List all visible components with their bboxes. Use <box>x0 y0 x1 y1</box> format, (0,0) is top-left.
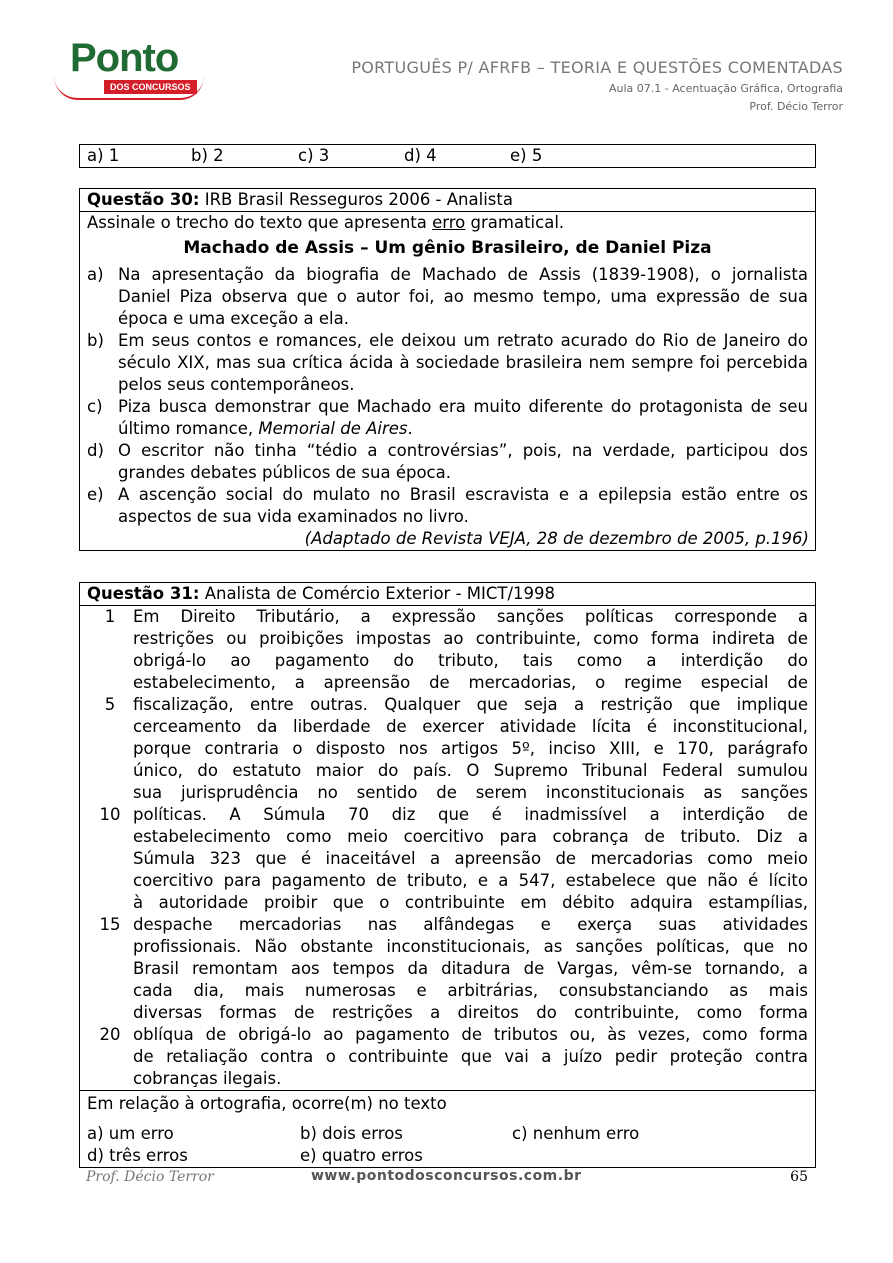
question-31-options-row2 <box>80 1145 815 1167</box>
text-line <box>80 848 815 870</box>
text-line <box>80 826 815 848</box>
text-line <box>80 1046 815 1068</box>
text-line <box>80 870 815 892</box>
header-title: PORTUGUÊS P/ AFRFB – TEORIA E QUESTÕES COMENTADAS <box>351 58 843 77</box>
text-line <box>80 716 815 738</box>
q30-item-e: e) A ascenção social do mulato no Brasil escravista e a epilepsia estão entre os aspectos de sua vida examinados no livro. <box>87 485 808 526</box>
line-text: restrições ou proibições impostas ao contribuinte, como forma indireta de <box>133 629 808 648</box>
previous-options-box <box>79 144 816 168</box>
line-text: diversas formas de restrições a direitos do contribuinte, como forma <box>133 1003 808 1022</box>
question-31-options <box>80 1123 815 1145</box>
header-professor: Prof. Décio Terror <box>749 100 843 113</box>
line-number <box>87 870 133 892</box>
logo-text: Ponto <box>70 36 179 80</box>
q31-option-b: b) dois erros <box>300 1124 403 1143</box>
text-line <box>80 914 815 936</box>
line-number: 5 <box>104 695 116 714</box>
text-line <box>80 980 815 1002</box>
line-number <box>87 738 133 760</box>
text-line <box>80 1002 815 1024</box>
underlined-word: erro <box>432 213 466 232</box>
q31-option-c: c) nenhum erro <box>512 1124 640 1143</box>
line-text: Súmula 323 que é inaceitável a apreensão de mercadorias como meio <box>133 849 808 868</box>
text-line <box>80 782 815 804</box>
line-text: estabelecimento, a apreensão de mercadorias, o regime especial de <box>133 673 808 692</box>
line-number <box>87 848 133 870</box>
line-number <box>87 1046 133 1068</box>
text-line <box>80 738 815 760</box>
question-30-source: IRB Brasil Resseguros 2006 - Analista <box>199 190 513 209</box>
text-line <box>80 760 815 782</box>
line-text: fiscalização, entre outras. Qualquer que seja a restrição que implique <box>133 695 808 714</box>
line-number <box>87 980 133 1002</box>
line-number <box>87 650 133 672</box>
line-number <box>87 628 133 650</box>
line-number: 10 <box>99 805 121 824</box>
option-c: c) 3 <box>298 146 330 165</box>
text-line <box>80 650 815 672</box>
q30-reference: (Adaptado de Revista VEJA, 28 de dezembro de 2005, p.196) <box>304 529 809 548</box>
text-line <box>80 694 815 716</box>
line-text: Brasil remontam aos tempos da ditadura de Vargas, vêm-se tornando, a <box>133 959 808 978</box>
question-31-text <box>80 606 815 1091</box>
line-text: único, do estatuto maior do país. O Supremo Tribunal Federal sumulou <box>133 761 808 780</box>
logo <box>54 36 214 100</box>
line-text: obrigá-lo ao pagamento do tributo, tais como a interdição do <box>133 651 808 670</box>
line-number: 1 <box>104 607 116 626</box>
line-number <box>87 716 133 738</box>
option-e: e) 5 <box>510 146 543 165</box>
logo-subtitle: DOS CONCURSOS <box>104 80 197 94</box>
line-number <box>87 892 133 914</box>
line-number <box>87 826 133 848</box>
q31-option-a: a) um erro <box>87 1124 174 1143</box>
line-text: à autoridade proibir que o contribuinte em débito adquira estampílias, <box>133 893 808 912</box>
line-number <box>87 936 133 958</box>
text-line <box>80 606 815 628</box>
line-text: políticas. A Súmula 70 diz que é inadmissível a interdição de <box>133 805 808 824</box>
q30-item-d: d) O escritor não tinha “tédio a controvérsias”, pois, na verdade, participou dos grandes debates públicos de sua época. <box>87 441 808 482</box>
text-line <box>80 1024 815 1046</box>
q30-item-b: b) Em seus contos e romances, ele deixou um retrato acurado do Rio de Janeiro do século XIX, mas sua crítica ácida à sociedade brasileira nem sempre foi percebida pelos seus contemporâneos. <box>87 331 808 394</box>
line-text: coercitivo para pagamento de tributo, e a 547, estabelece que não é lícito <box>133 871 808 890</box>
line-text: cerceamento da liberdade de exercer atividade lícita é inconstitucional, <box>133 717 808 736</box>
question-30-box <box>79 188 816 551</box>
option-d: d) 4 <box>404 146 437 165</box>
text-line <box>80 672 815 694</box>
line-text: profissionais. Não obstante inconstitucionais, as sanções políticas, que no <box>133 937 808 956</box>
footer-author: Prof. Décio Terror <box>86 1169 214 1185</box>
option-b: b) 2 <box>191 146 224 165</box>
text-line <box>80 804 815 826</box>
q30-item-c: c) Piza busca demonstrar que Machado era muito diferente do protagonista de seu último romance, Memorial de Aires. <box>87 397 808 438</box>
line-number <box>87 1002 133 1024</box>
line-text: Em Direito Tributário, a expressão sanções políticas corresponde a <box>133 607 808 626</box>
text-line <box>80 1068 815 1090</box>
line-text: de retaliação contra o contribuinte que vai a juízo pedir proteção contra <box>133 1047 808 1066</box>
footer-url[interactable]: www.pontodosconcursos.com.br <box>311 1168 582 1184</box>
line-number <box>87 782 133 804</box>
line-text: despache mercadorias nas alfândegas e exerça suas atividades <box>133 915 808 934</box>
q30-item-a: a) Na apresentação da biografia de Machado de Assis (1839-1908), o jornalista Daniel Piza observa que o autor foi, ao mesmo tempo, uma expressão de sua época e uma exceção a ela. <box>87 265 808 328</box>
line-text: cada dia, mais numerosas e arbitrárias, consubstanciando as mais <box>133 981 808 1000</box>
q31-option-e: e) quatro erros <box>300 1146 423 1165</box>
question-31-source: Analista de Comércio Exterior - MICT/1998 <box>199 584 556 603</box>
line-text: oblíqua de obrigá-lo ao pagamento de tributos ou, às vezes, como forma <box>133 1025 808 1044</box>
line-text: porque contraria o disposto nos artigos 5º, inciso XIII, e 170, parágrafo <box>133 739 808 758</box>
text-line <box>80 628 815 650</box>
line-number <box>87 760 133 782</box>
line-text: sua jurisprudência no sentido de serem inconstitucionais as sanções <box>133 783 808 802</box>
q31-option-d: d) três erros <box>87 1146 188 1165</box>
question-31-box <box>79 582 816 1168</box>
line-text: cobranças ilegais. <box>133 1069 282 1088</box>
page-number: 65 <box>790 1169 808 1185</box>
text-line <box>80 892 815 914</box>
text-line <box>80 958 815 980</box>
text-line <box>80 936 815 958</box>
question-31-prompt: Em relação à ortografia, ocorre(m) no texto <box>87 1094 447 1113</box>
line-number <box>87 958 133 980</box>
line-text: estabelecimento como meio coercitivo para cobrança de tributo. Diz a <box>133 827 808 846</box>
line-number <box>87 1068 133 1090</box>
line-number: 20 <box>99 1025 121 1044</box>
header-lesson: Aula 07.1 - Acentuação Gráfica, Ortografia <box>608 82 843 95</box>
line-number <box>87 672 133 694</box>
question-30-prompt: Assinale o trecho do texto que apresenta erro gramatical. <box>87 213 565 232</box>
question-30-title <box>80 189 815 212</box>
question-30-label: Questão 30: <box>87 190 200 209</box>
text-title: Machado de Assis – Um gênio Brasileiro, de Daniel Piza <box>183 238 712 258</box>
question-31-label: Questão 31: <box>87 584 200 603</box>
line-number: 15 <box>99 915 121 934</box>
question-31-title <box>80 583 815 606</box>
option-a: a) 1 <box>87 146 120 165</box>
